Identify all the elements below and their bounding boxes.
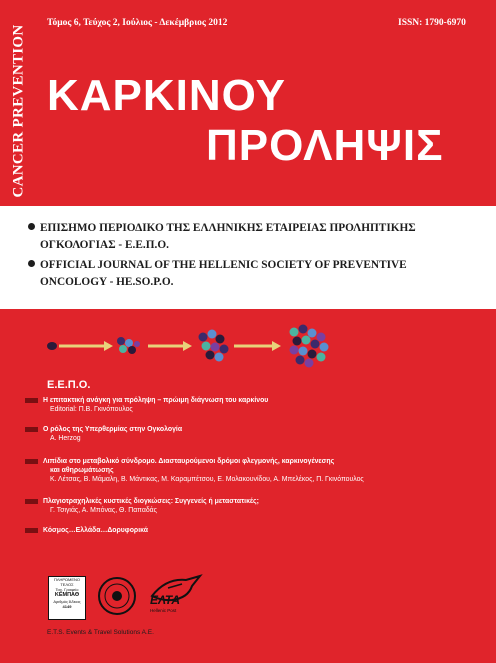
bullet-icon — [25, 528, 38, 533]
journal-title-line2: ΠΡΟΛΗΨΙΣ — [206, 121, 444, 170]
elta-subtitle: Hellenic Post — [150, 608, 177, 613]
bullet-icon — [28, 223, 35, 230]
article-title: Κόσμος…Ελλάδα…Δορυφορικά — [43, 527, 148, 534]
issn: ISSN: 1790-6970 — [398, 18, 466, 28]
society-seal-icon — [97, 576, 137, 616]
bullet-icon — [25, 499, 38, 504]
footer-logos — [40, 572, 240, 622]
bullet-icon — [25, 459, 38, 464]
article-title: Ο ρόλος της Υπερθερμίας στην Ογκολογία — [43, 426, 183, 433]
cell-progression-illustration — [0, 320, 496, 370]
contents-item — [25, 425, 490, 443]
article-title: Πλαγιοτραχηλικές κυστικές διογκώσεις: Συγγενείς ή μεταστατικές; — [43, 498, 259, 505]
article-authors: Κ. Λέτσας, Β. Μάμαλη, Β. Μάντικας, Μ. Καραμπέτσου, Ε. Μολακουνίδου, Α. Μπελέκος, Π. Γκινόπουλος — [50, 476, 364, 483]
greek-statement-line2: ΟΓΚΟΛΟΓΙΑΣ - Ε.Ε.Π.Ο. — [40, 239, 169, 251]
contents-item — [25, 396, 490, 414]
official-journal-band — [0, 206, 496, 309]
article-title-continued: και αθηρωμάτωσης — [50, 467, 114, 474]
journal-title-line1: ΚΑΡΚΙΝΟΥ — [47, 71, 287, 120]
contents-item — [25, 497, 490, 515]
greek-statement-line1: ΕΠΙΣΗΜΟ ΠΕΡΙΟΔΙΚΟ ΤΗΣ ΕΛΛΗΝΙΚΗΣ ΕΤΑΙΡΕΙΑΣ ΠΡΟΛΗΠΤΙΚΗΣ — [28, 222, 416, 234]
contents-item — [25, 457, 490, 484]
cell-cluster-medium-icon — [199, 330, 229, 362]
bullet-icon — [25, 427, 38, 432]
elta-logo — [148, 574, 204, 618]
publisher-company: E.T.S. Events & Travel Solutions A.E. — [47, 629, 154, 636]
contents-heading: Ε.Ε.Π.Ο. — [47, 379, 91, 391]
side-label-text: CANCER PREVENTION — [10, 24, 27, 198]
bullet-icon — [25, 398, 38, 403]
english-statement-line1: OFFICIAL JOURNAL OF THE HELLENIC SOCIETY OF PREVENTIVE — [28, 259, 407, 271]
cell-cluster-small-icon — [117, 337, 140, 354]
article-authors: A. Herzog — [50, 435, 81, 442]
english-statement-line2: ONCOLOGY - HE.SO.P.O. — [40, 276, 174, 288]
bullet-icon — [28, 260, 35, 267]
article-authors: Γ. Τσιγιάς, Α. Μπόνας, Θ. Παπαδάς — [50, 507, 157, 514]
article-authors: Editorial: Π.Β. Γκινόπουλος — [50, 406, 133, 413]
single-cell-icon — [47, 342, 57, 350]
cell-cluster-large-icon — [290, 325, 329, 368]
contents-item — [25, 526, 490, 536]
article-title: Λιπίδια στο μεταβολικό σύνδρομο. Διασταυρούμενοι δρόμοι φλεγμονής, καρκινογένεσης — [43, 458, 335, 465]
elta-wordmark: ΕΛΤΑ — [150, 593, 181, 607]
side-label — [4, 22, 34, 200]
article-title: Η επιτακτική ανάγκη για πρόληψη – πρώιμη διάγνωση του καρκίνου — [43, 397, 269, 404]
postage-paid-stamp: ΠΛΗΡΩΜΕΝΟ ΤΕΛΟΣ Ταχ. Γραφείο ΚΕΜΠΑΘ Αριθμός Άδειας 4149 — [48, 576, 86, 620]
issue-info: Τόμος 6, Τεύχος 2, Ιούλιος - Δεκέμβριος 2012 — [47, 18, 228, 28]
